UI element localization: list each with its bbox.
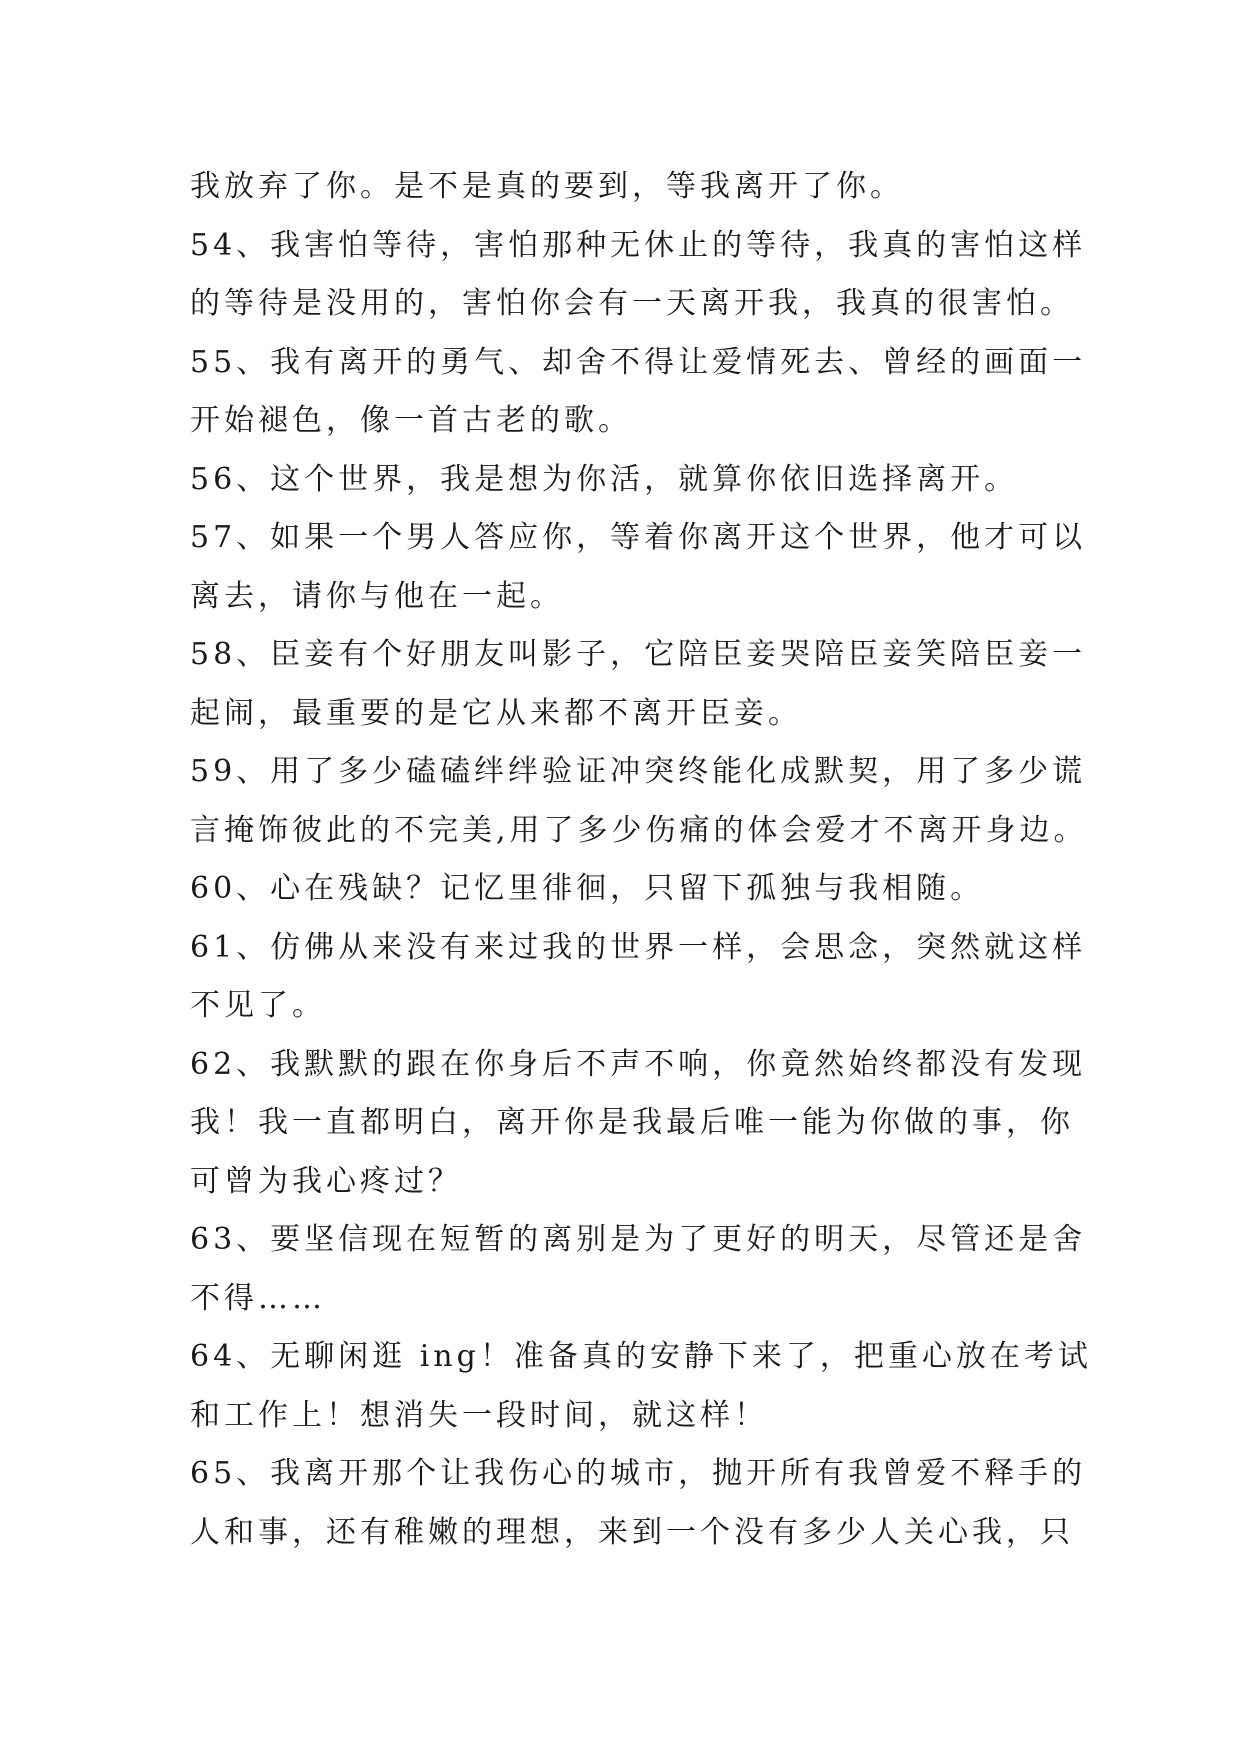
text-line: 离去，请你与他在一起。	[190, 578, 564, 614]
text-line: 的等待是没用的，害怕你会有一天离开我，我真的很害怕。	[190, 286, 1074, 321]
text-line: 我！我一直都明白，离开你是我最后唯一能为你做的事，你	[190, 1105, 1074, 1140]
text-line: 不见了。	[190, 988, 326, 1023]
text-line: 58、臣妾有个好朋友叫影子，它陪臣妾哭陪臣妾笑陪臣妾一	[190, 637, 1087, 672]
text-line: 59、用了多少磕磕绊绊验证冲突终能化成默契，用了多少谎	[190, 754, 1087, 789]
text-line: 开始褪色，像一首古老的歌。	[190, 403, 632, 438]
document-body	[190, 158, 1092, 1562]
text-line: 60、心在残缺？记忆里徘徊，只留下孤独与我相随。	[190, 871, 985, 906]
text-line: 56、这个世界，我是想为你活，就算你依旧选择离开。	[190, 461, 1019, 497]
text-line: 62、我默默的跟在你身后不声不响，你竟然始终都没有发现	[190, 1046, 1087, 1082]
text-line: 不得……	[190, 1280, 326, 1316]
text-line: 64、无聊闲逛 ing！准备真的安静下来了，把重心放在考试	[190, 1339, 1092, 1374]
text-line: 起闹，最重要的是它从来都不离开臣妾。	[190, 695, 802, 731]
text-line: 言掩饰彼此的不完美,用了多少伤痛的体会爱才不离开身边。	[190, 812, 1088, 848]
text-line: 57、如果一个男人答应你，等着你离开这个世界，他才可以	[190, 520, 1087, 555]
text-line: 可曾为我心疼过？	[190, 1163, 462, 1199]
text-line: 65、我离开那个让我伤心的城市，抛开所有我曾爱不释手的	[190, 1456, 1087, 1491]
text-line: 63、要坚信现在短暂的离别是为了更好的明天，尽管还是舍	[190, 1222, 1087, 1257]
text-line: 我放弃了你。是不是真的要到，等我离开了你。	[190, 169, 904, 204]
text-line: 人和事，还有稚嫩的理想，来到一个没有多少人关心我，只	[190, 1514, 1074, 1550]
text-line: 55、我有离开的勇气、却舍不得让爱情死去、曾经的画面一	[190, 344, 1087, 380]
text-line: 54、我害怕等待，害怕那种无休止的等待，我真的害怕这样	[190, 227, 1087, 263]
text-line: 61、仿佛从来没有来过我的世界一样，会思念，突然就这样	[190, 929, 1087, 965]
text-line: 和工作上！想消失一段时间，就这样！	[190, 1397, 768, 1433]
